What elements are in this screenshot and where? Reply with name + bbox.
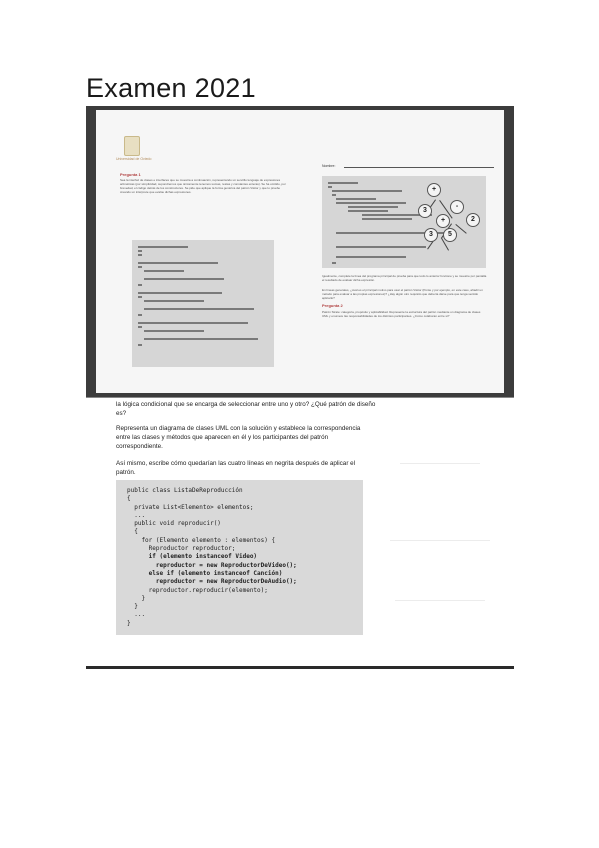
code-line: ... [127,511,146,519]
code-line: } [127,603,138,611]
university-name: Universidad de Oviedo [116,157,152,161]
question-1-title: Pregunta 1 [120,172,141,177]
exam-scan-image [86,106,514,397]
code-line: public class ListaDeReproducción [127,487,243,494]
tree-node: - [450,200,464,214]
code-line-bold: reproductor = new ReproductorDeVideo(); [127,561,297,569]
exam-text: Patrón Strate: categoría, propósito y aplicabilidad. Represente la estructura del patrón mediante un diagrama de clases UML y enumere las responsabilidades de los distintos participantes. ¿Cómo colaboran entre sí? [322,310,481,318]
name-line [344,167,494,168]
question-paragraph: Representa un diagrama de clases UML con la solución y establece la correspondencia entre las clases y métodos que aparecen en él y los participantes del patrón correspondiente. [116,425,361,450]
code-line: reproductor.reproducir(elemento); [127,586,268,594]
code-line: public void reproducir() [127,520,221,528]
code-line: } [127,594,146,602]
code-line: private List<Elemento> elementos; [127,503,254,511]
tree-node: 3 [418,204,432,218]
question-paragraph: la lógica condicional que se encarga de seleccionar entre uno y otro? ¿Qué patrón de diseño es? [116,401,376,417]
main-code-box [322,176,486,268]
section-divider [86,397,514,398]
code-line-bold: else if (elemento instanceof Canción) [127,569,283,577]
section-divider-bottom [86,666,514,669]
code-line-bold: reproductor = new ReproductorDeAudio(); [127,578,297,586]
question-1-text: Sea la interfaz de clases e interfaces que se muestra a continuación, representando un sencillo lenguaje de expresiones aritméticas (por simplicidad, supondremos que únicamente tenemos sumas, restas y constantes enteras). Se ha omitido, por brevedad, el código detrás de los constructores. Se pide que aplique la forma genérica del patrón Visitor y que lo pruebe creando un intérprete que evalúe dichas expresiones. [120,178,286,194]
page-title: Examen 2021 [86,73,256,103]
interface-code-box [132,240,274,367]
code-line: } [127,619,131,627]
tree-node: 3 [424,228,438,242]
tree-node: + [427,183,441,197]
tree-node: 2 [466,213,480,227]
code-line: Reproductor reproductor; [127,545,236,553]
code-listing [116,480,363,635]
tree-node: + [436,214,450,228]
exam-scan-page [96,110,504,393]
exam-text: Igualmente, complete la línea del programa principal de prueba para que todo lo anterior funcione y se muestre por pantalla el resultado de evaluar dicha expresión. [322,274,487,282]
code-line: { [127,528,138,536]
tree-node: 5 [443,228,457,242]
university-logo-icon [124,136,140,156]
question-paragraph: Así mismo, escribe cómo quedarían las cuatro líneas en negrita después de aplicar el patrón. [116,460,356,476]
exam-text: En líneas generales, ¿cuál es el principal motivo para usar el patrón Visitor (Ponte y por ejemplo, en este caso, añadir un método para evaluar a las propias expresiones)? ¿Hay algún otro requisito que debería darse para que tenga sentido aplicarlo? [322,288,483,300]
name-label: Nombre: [322,164,336,168]
code-line: { [127,495,131,503]
code-line: for (Elemento elemento : elementos) { [127,536,276,544]
code-line-bold: if (elemento instanceof Video) [127,553,258,561]
code-line: ... [127,611,146,619]
question-2-title: Pregunta 2 [322,303,343,308]
